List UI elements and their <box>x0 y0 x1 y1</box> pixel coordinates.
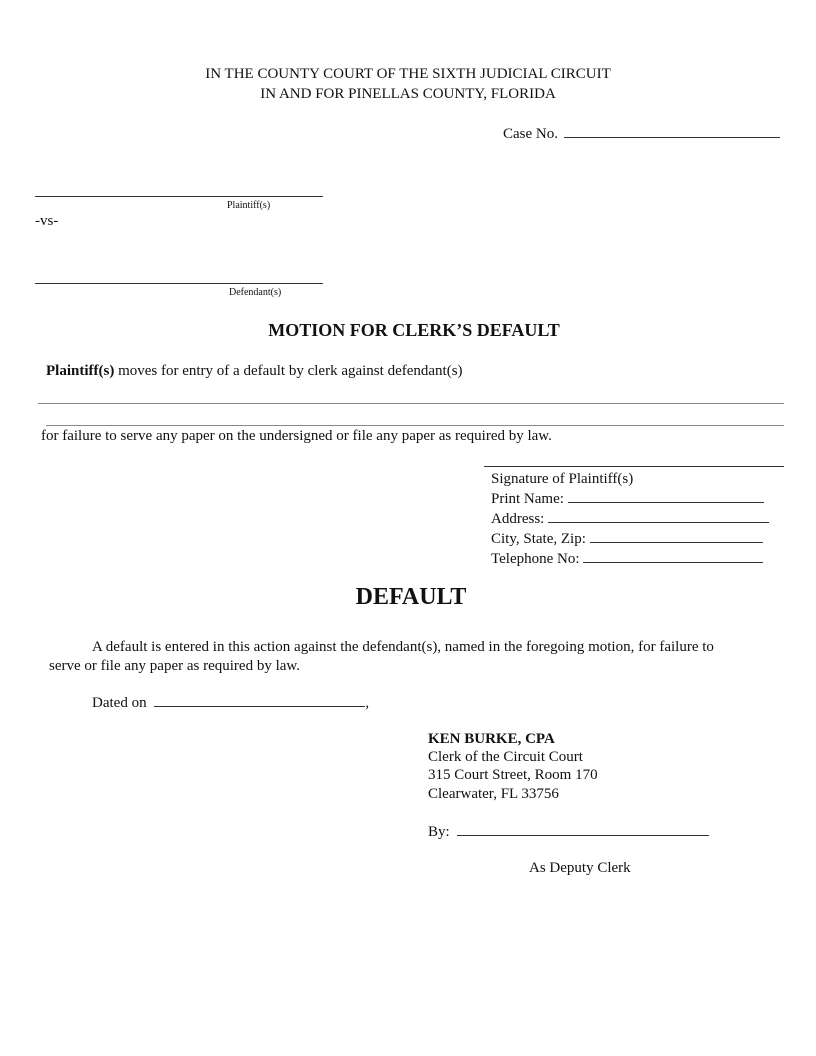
dated-on-field <box>92 694 369 712</box>
city-state-zip-label: City, State, Zip: <box>491 531 586 547</box>
plaintiff-signature-line[interactable] <box>484 466 784 467</box>
by-label: By: <box>428 824 450 840</box>
versus-label: -vs- <box>35 213 59 229</box>
address-label: Address: <box>491 511 545 527</box>
city-state-zip-blank[interactable] <box>590 530 763 543</box>
telephone-blank[interactable] <box>583 550 763 563</box>
print-name-blank[interactable] <box>568 490 764 503</box>
plaintiff-caption: Plaintiff(s) <box>227 200 271 211</box>
print-name-label: Print Name: <box>491 491 564 507</box>
signature-caption: Signature of Plaintiff(s) <box>491 471 634 487</box>
motion-title: MOTION FOR CLERK’S DEFAULT <box>268 320 560 340</box>
deputy-clerk-caption: As Deputy Clerk <box>529 860 631 876</box>
defendant-name-line[interactable] <box>35 283 323 284</box>
telephone-field <box>491 549 763 569</box>
case-number-blank[interactable] <box>564 125 780 138</box>
telephone-label: Telephone No: <box>491 551 580 567</box>
defendant-list-line-2[interactable] <box>46 425 784 426</box>
address-blank[interactable] <box>548 510 769 523</box>
plaintiff-name-line[interactable] <box>35 196 323 197</box>
default-body-line-1: A default is entered in this action against the defendant(s), named in the foregoing motion, for failure to <box>92 639 714 655</box>
clerk-address-1: 315 Court Street, Room 170 <box>428 767 598 783</box>
default-title: DEFAULT <box>355 584 467 610</box>
defendant-list-line-1[interactable] <box>38 403 784 404</box>
clerk-address-2: Clearwater, FL 33756 <box>428 786 559 802</box>
deputy-signature-field <box>428 823 709 841</box>
clerk-title: Clerk of the Circuit Court <box>428 749 583 765</box>
city-state-zip-field <box>491 529 763 549</box>
case-number-field <box>503 125 780 143</box>
dated-on-comma: , <box>365 695 370 711</box>
default-body-line-2: serve or file any paper as required by law. <box>49 658 301 674</box>
motion-intro-party: Plaintiff(s) <box>46 363 115 379</box>
court-heading-line-1: IN THE COUNTY COURT OF THE SIXTH JUDICIAL CIRCUIT <box>205 66 611 82</box>
dated-on-label: Dated on <box>92 695 147 711</box>
deputy-signature-blank[interactable] <box>457 823 709 836</box>
court-heading-line-2: IN AND FOR PINELLAS COUNTY, FLORIDA <box>260 86 556 102</box>
defendant-caption: Defendant(s) <box>229 287 282 298</box>
motion-intro <box>46 363 463 380</box>
dated-on-blank[interactable] <box>154 694 365 707</box>
print-name-field <box>491 489 764 509</box>
clerk-name: KEN BURKE, CPA <box>428 731 555 747</box>
motion-failure-text: for failure to serve any paper on the undersigned or file any paper as required by law. <box>41 428 552 444</box>
motion-intro-text: moves for entry of a default by clerk against defendant(s) <box>118 363 463 379</box>
case-number-label: Case No. <box>503 126 558 142</box>
address-field <box>491 509 769 529</box>
